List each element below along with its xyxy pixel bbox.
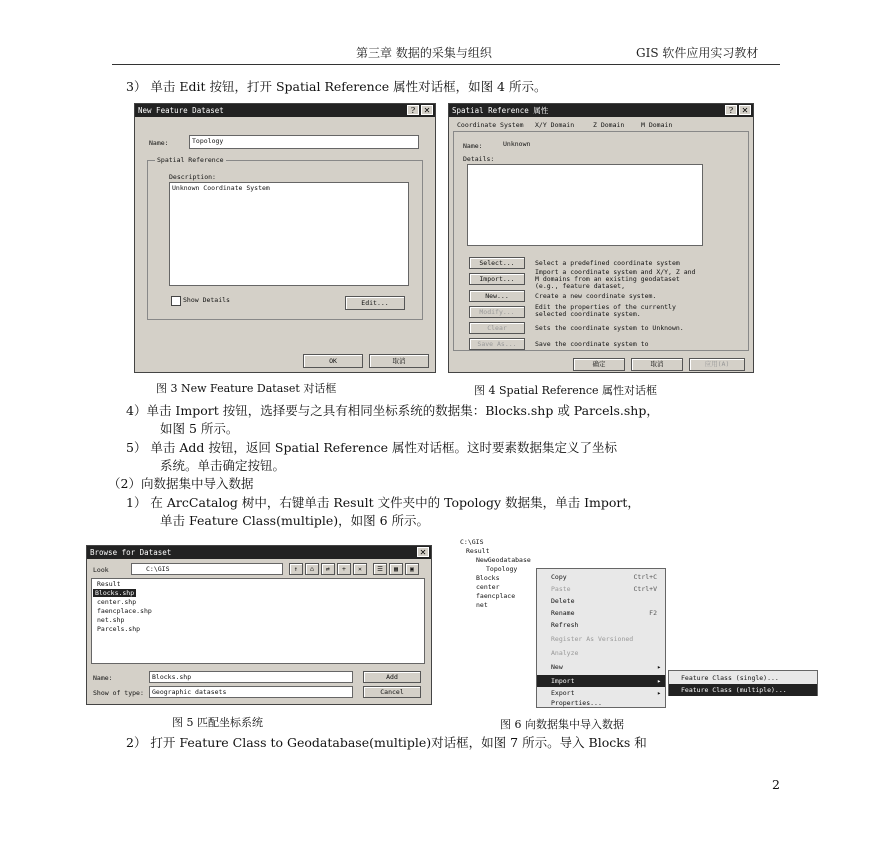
- tab-z-domain[interactable]: Z Domain: [593, 121, 625, 129]
- modify-button[interactable]: Modify...: [469, 306, 525, 318]
- running-header-chapter: 第三章 数据的采集与组织: [356, 46, 492, 60]
- description-box[interactable]: Unknown Coordinate System: [169, 182, 409, 286]
- ok-button[interactable]: 确定: [573, 358, 625, 371]
- submenu-arrow-icon: ▸: [657, 677, 661, 685]
- look-in-value: C:\GIS: [146, 565, 170, 573]
- home-icon[interactable]: ⌂: [305, 563, 319, 575]
- menu-item-analyze[interactable]: Analyze: [551, 649, 579, 657]
- list-item[interactable]: faencplace.shp: [97, 607, 152, 615]
- look-in-label: Look: [93, 566, 109, 574]
- spatial-reference-label: Spatial Reference: [157, 156, 224, 164]
- edit-button[interactable]: Edit...: [345, 296, 405, 310]
- section-2-heading: （2）向数据集中导入数据: [108, 476, 254, 491]
- look-in-select[interactable]: [131, 563, 283, 575]
- delete-icon[interactable]: ×: [353, 563, 367, 575]
- new-button[interactable]: New...: [469, 290, 525, 302]
- close-icon[interactable]: ✕: [417, 547, 429, 557]
- menu-item-import[interactable]: Import ▸: [537, 675, 665, 687]
- dialog-title: New Feature Dataset: [138, 106, 224, 115]
- step-4-text-line2: 如图 5 所示。: [160, 421, 239, 436]
- menu-item-new[interactable]: New ▸: [551, 663, 661, 671]
- import-submenu: [668, 670, 818, 696]
- show-type-label: Show of type:: [93, 689, 144, 697]
- save-as-desc: Save the coordinate system to: [535, 340, 649, 348]
- up-folder-icon[interactable]: ↑: [289, 563, 303, 575]
- tab-m-domain[interactable]: M Domain: [641, 121, 673, 129]
- figure-3-caption: 图 3 New Feature Dataset 对话框: [156, 382, 337, 395]
- tree-node[interactable]: Topology: [486, 565, 518, 573]
- dialog-title-bar: [135, 104, 435, 117]
- description-label: Description:: [169, 173, 216, 181]
- spatial-reference-dialog: [448, 103, 754, 373]
- step-3-text: 3） 单击 Edit 按钮，打开 Spatial Reference 属性对话框，如图 4 所示。: [126, 79, 547, 94]
- name-label: Name:: [463, 142, 483, 150]
- list-item[interactable]: [93, 589, 136, 597]
- page-number: 2: [772, 777, 780, 792]
- thumbnail-view-icon[interactable]: ▣: [405, 563, 419, 575]
- figure-4-caption: 图 4 Spatial Reference 属性对话框: [474, 384, 658, 397]
- select-button[interactable]: Select...: [469, 257, 525, 269]
- arccatalog-tree-panel: [446, 534, 820, 710]
- step-5-text-line1: 5） 单击 Add 按钮，返回 Spatial Reference 属性对话框。这时要素数据集定义了坐标: [126, 440, 617, 455]
- menu-item-properties[interactable]: Properties...: [551, 699, 602, 707]
- menu-item-rename[interactable]: Rename F2: [551, 609, 657, 617]
- context-menu: [536, 568, 666, 708]
- tab-xy-domain[interactable]: X/Y Domain: [535, 121, 575, 129]
- modify-desc: Edit the properties of the currently selected coordinate system.: [535, 303, 676, 318]
- menu-item-delete[interactable]: Delete: [551, 597, 575, 605]
- tree-node[interactable]: C:\GIS: [460, 538, 484, 546]
- name-label: Name:: [149, 139, 169, 147]
- cancel-button[interactable]: Cancel: [363, 686, 421, 698]
- import-button[interactable]: Import...: [469, 273, 525, 285]
- new-feature-dataset-dialog: [134, 103, 436, 373]
- tree-node[interactable]: faencplace: [476, 592, 516, 600]
- list-item[interactable]: Result: [97, 580, 121, 588]
- tree-node[interactable]: center: [476, 583, 500, 591]
- list-item[interactable]: net.shp: [97, 616, 125, 624]
- submenu-arrow-icon: ▸: [657, 689, 661, 697]
- dialog-title-bar: [87, 546, 431, 559]
- list-item[interactable]: center.shp: [97, 598, 137, 606]
- add-button[interactable]: Add: [363, 671, 421, 683]
- step-4-text-line1: 4）单击 Import 按钮，选择要与之具有相同坐标系统的数据集：Blocks.shp 或 Parcels.shp，: [126, 403, 659, 418]
- list-item[interactable]: Parcels.shp: [97, 625, 141, 633]
- step-5-text-line2: 系统。单击确定按钮。: [160, 458, 286, 473]
- figure-6-caption: 图 6 向数据集中导入数据: [500, 718, 624, 731]
- dataset-file-list[interactable]: [91, 578, 425, 664]
- running-header-book: GIS 软件应用实习教材: [636, 46, 759, 60]
- name-label: Name:: [93, 674, 113, 682]
- show-type-select[interactable]: Geographic datasets: [149, 686, 353, 698]
- tab-coordinate-system[interactable]: Coordinate System: [457, 121, 524, 129]
- name-value-field: Unknown: [501, 139, 701, 151]
- save-as-button[interactable]: Save As...: [469, 338, 525, 350]
- help-icon[interactable]: ?: [407, 105, 419, 115]
- list-view-icon[interactable]: ☰: [373, 563, 387, 575]
- step-1-text-line1: 1） 在 ArcCatalog 树中，右键单击 Result 文件夹中的 Topology 数据集，单击 Import，: [126, 495, 640, 510]
- submenu-arrow-icon: ▸: [657, 663, 661, 671]
- dialog-title: Browse for Dataset: [90, 548, 172, 557]
- ok-button[interactable]: OK: [303, 354, 363, 368]
- connect-icon[interactable]: ⇄: [321, 563, 335, 575]
- close-icon[interactable]: ✕: [739, 105, 751, 115]
- menu-item-feature-class-multiple[interactable]: Feature Class (multiple)...: [669, 684, 817, 696]
- browse-for-dataset-dialog: [86, 545, 432, 705]
- step-2-text: 2） 打开 Feature Class to Geodatabase(multiple)对话框，如图 7 所示。导入 Blocks 和: [126, 735, 647, 750]
- select-desc: Select a predefined coordinate system: [535, 259, 680, 267]
- tree-node[interactable]: NewGeodatabase: [476, 556, 531, 564]
- dialog-title: Spatial Reference 属性: [452, 106, 549, 115]
- tree-node[interactable]: Blocks: [476, 574, 500, 582]
- show-details-checkbox[interactable]: [171, 296, 181, 306]
- cancel-button[interactable]: 取消: [369, 354, 429, 368]
- menu-item-export[interactable]: Export ▸: [551, 689, 661, 697]
- name-input[interactable]: Topology: [189, 135, 419, 149]
- new-folder-icon[interactable]: +: [337, 563, 351, 575]
- menu-item-paste[interactable]: Paste Ctrl+V: [551, 585, 657, 593]
- tree-node[interactable]: Result: [466, 547, 490, 555]
- details-view-icon[interactable]: ▦: [389, 563, 403, 575]
- tree-node[interactable]: net: [476, 601, 488, 609]
- cancel-button[interactable]: 取消: [631, 358, 683, 371]
- menu-item-refresh[interactable]: Refresh: [551, 621, 579, 629]
- details-box[interactable]: [467, 164, 703, 246]
- close-icon[interactable]: ✕: [421, 105, 433, 115]
- figure-5-caption: 图 5 匹配坐标系统: [172, 716, 263, 729]
- details-label: Details:: [463, 155, 495, 163]
- import-desc: Import a coordinate system and X/Y, Z and M domains from an existing geodataset (e.g., feature dataset,: [535, 268, 696, 290]
- menu-item-register-versioned[interactable]: Register As Versioned: [551, 635, 634, 643]
- clear-button[interactable]: Clear: [469, 322, 525, 334]
- show-details-label: Show Details: [183, 296, 230, 304]
- menu-item-copy[interactable]: Copy Ctrl+C: [551, 573, 657, 581]
- list-item-label: Blocks.shp: [95, 589, 135, 597]
- menu-item-feature-class-single[interactable]: Feature Class (single)...: [681, 674, 779, 682]
- header-rule: [112, 64, 780, 65]
- help-icon[interactable]: ?: [725, 105, 737, 115]
- clear-desc: Sets the coordinate system to Unknown.: [535, 324, 684, 332]
- apply-button[interactable]: 应用(A): [689, 358, 745, 371]
- name-input[interactable]: Blocks.shp: [149, 671, 353, 683]
- step-1-text-line2: 单击 Feature Class(multiple)，如图 6 所示。: [160, 513, 430, 528]
- dialog-title-bar: [449, 104, 753, 117]
- new-desc: Create a new coordinate system.: [535, 292, 657, 300]
